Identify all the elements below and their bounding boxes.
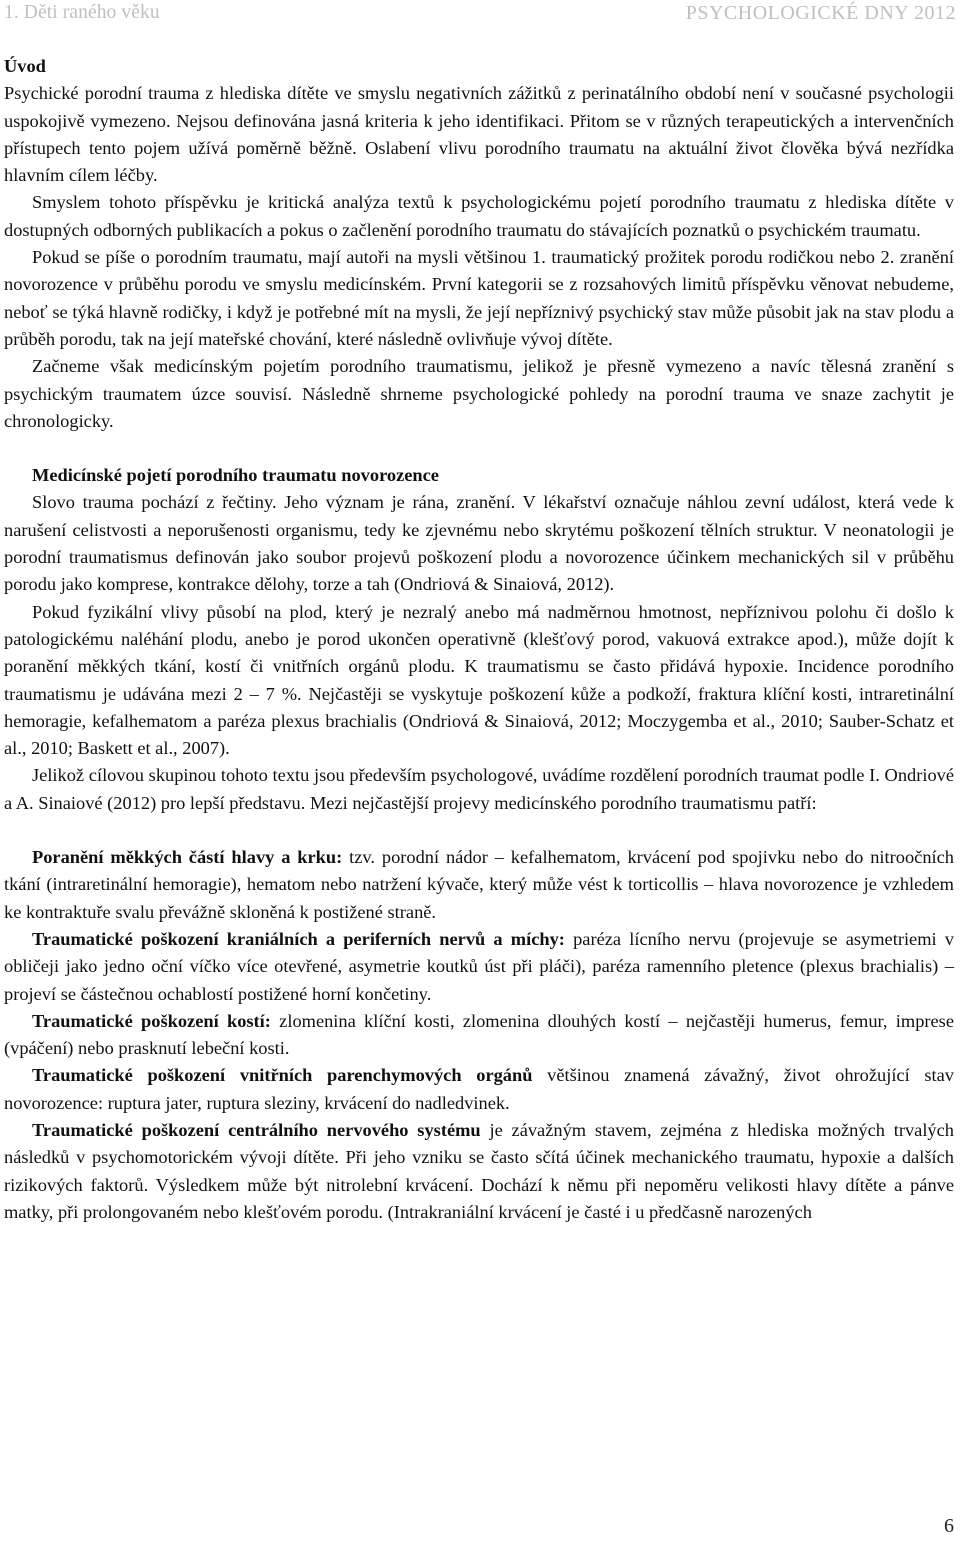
item-term: Traumatické poškození kraniálních a periferních nervů a míchy: <box>32 928 565 949</box>
paragraph: Smyslem tohoto příspěvku je kritická analýza textů k psychologickému pojetí porodního traumatu z hlediska dítěte v dostupných odborných publikacích a pokus o začlenění porodního traumatu do stávajících poznatků o psychickém traumatu. <box>4 192 954 240</box>
spacer <box>4 435 954 462</box>
paragraph: Slovo trauma pochází z řečtiny. Jeho význam je rána, zranění. V lékařství označuje náhlou zevní událost, která vede k narušení celistvosti a neporušenosti organismu, tedy ke zjevnému nebo skrytému poškození tělních struktur. V neonatologii je porodní traumatismus definován jako soubor projevů poškození plodu a novorozence účinkem mechanických sil v průběhu porodu jako komprese, kontrakce dělohy, torze a tah (Ondriová & Sinaiová, 2012). <box>4 492 954 595</box>
paragraph: Pokud se píše o porodním traumatu, mají autoři na mysli většinou 1. traumatický prožitek porodu rodičkou nebo 2. zranění novorozence v průběhu porodu ve smyslu medicínském. První kategorii se z rozsahových limitů příspěvku věnovat nebudeme, neboť se týká hlavně rodičky, i když je potřebné mít na mysli, že její nepříznivý psychický stav může působit jak na stav plodu a průběh porodu, tak na její mateřské chování, které následně ovlivňuje vývoj dítěte. <box>4 247 954 349</box>
section-heading-medical: Medicínské pojetí porodního traumatu novorozence <box>32 465 439 486</box>
list-item <box>4 1117 954 1226</box>
running-header <box>4 2 956 30</box>
page-number: 6 <box>944 1515 954 1537</box>
list-item <box>4 926 954 1008</box>
paragraph: Psychické porodní trauma z hlediska dítěte ve smyslu negativních zážitků z perinatálního období není v současné psychologii uspokojivě vymezeno. Nejsou definována jasná kriteria k jeho identifikaci. Přitom se v různých terapeutických a intervenčních přístupech tento pojem užívá poměrně běžně. Oslabení vlivu porodního traumatu na aktuální život člověka bývá nezřídka hlavním cílem léčby. <box>4 83 954 186</box>
item-text: paréza lícního nervu (projevuje se asymetriemi v obličeji jako jedno oční víčko více otevřené, asymetrie koutků úst při pláči), paréza ramenního pletence (plexus brachialis) – projeví se částečnou ochablostí postižené horní končetiny. <box>4 928 954 1004</box>
paragraph: Pokud fyzikální vlivy působí na plod, který je nezralý anebo má nadměrnou hmotnost, nepříznivou polohu či došlo k patologickému naléhání plodu, anebo je porod ukončen operativně (klešťový porod, vakuová extrakce apod.), může dojít k poranění měkkých tkání, kostí či vnitřních orgánů plodu. K traumatismu se často přidává hypoxie. Incidence porodního traumatismu je udávána mezi 2 – 7 %. Nejčastěji se vyskytuje poškození kůže a podkoží, fraktura klíční kosti, intraretinální hemoragie, kefalhematom a paréza plexus brachialis (Ondriová & Sinaiová, 2012; Moczygemba et al., 2010; Sauber-Schatz et al., 2010; Baskett et al., 2007). <box>4 601 954 759</box>
item-term: Traumatické poškození kostí: <box>32 1010 271 1031</box>
paragraph: Jelikož cílovou skupinou tohoto textu jsou především psychologové, uvádíme rozdělení porodních traumat podle I. Ondriové a A. Sinaiové (2012) pro lepší představu. Mezi nejčastější projevy medicínského porodního traumatismu patří: <box>4 765 954 813</box>
header-chapter: 1. Děti raného věku <box>4 2 160 23</box>
section-heading-intro: Úvod <box>4 56 46 76</box>
item-text: tzv. porodní nádor – kefalhematom, krvácení pod spojivku nebo do nitroočních tkání (intraretinální hemoragie), hematom nebo natržení kývače, který může vést k torticollis – hlava novorozence je vzhledem ke kontraktuře svalu převážně skloněná k postižené straně. <box>4 847 954 922</box>
item-term: Traumatické poškození vnitřních parenchymových orgánů <box>32 1065 533 1086</box>
header-conference: PSYCHOLOGICKÉ DNY 2012 <box>685 2 956 24</box>
item-text: je závažným stavem, zejména z hlediska možných trvalých následků v psychomotorickém vývoji dítěte. Při jeho vzniku se často sčítá účinek mechanického traumatu, hypoxie a dalších rizikových faktorů. Výsledkem může být nitrolební krvácení. Dochází k němu při nepoměru velikosti hlavy dítěte a pánve matky, při prolongovaném nebo klešťovém porodu. (Intrakraniální krvácení je časté i u předčasně narozených <box>4 1119 954 1222</box>
item-text: většinou znamená závažný, život ohrožující stav novorozence: ruptura jater, ruptura sleziny, krvácení do nadledvinek. <box>4 1065 955 1113</box>
list-item <box>4 1062 954 1117</box>
list-item <box>4 844 954 926</box>
paragraph: Začneme však medicínským pojetím porodního traumatismu, jelikož je přesně vymezeno a navíc tělesná zranění s psychickým traumatem úzce souvisí. Následně shrneme psychologické pohledy na porodní trauma ve snaze zachytit je chronologicky. <box>4 356 954 431</box>
item-term: Traumatické poškození centrálního nervového systému <box>32 1119 481 1140</box>
item-term: Poranění měkkých částí hlavy a krku: <box>32 847 343 868</box>
spacer <box>4 817 954 844</box>
body-text <box>4 53 954 1226</box>
item-text: zlomenina klíční kosti, zlomenina dlouhých kostí – nejčastěji humerus, femur, imprese (vpáčení) nebo prasknutí lebeční kosti. <box>4 1010 954 1059</box>
list-item <box>4 1008 954 1063</box>
